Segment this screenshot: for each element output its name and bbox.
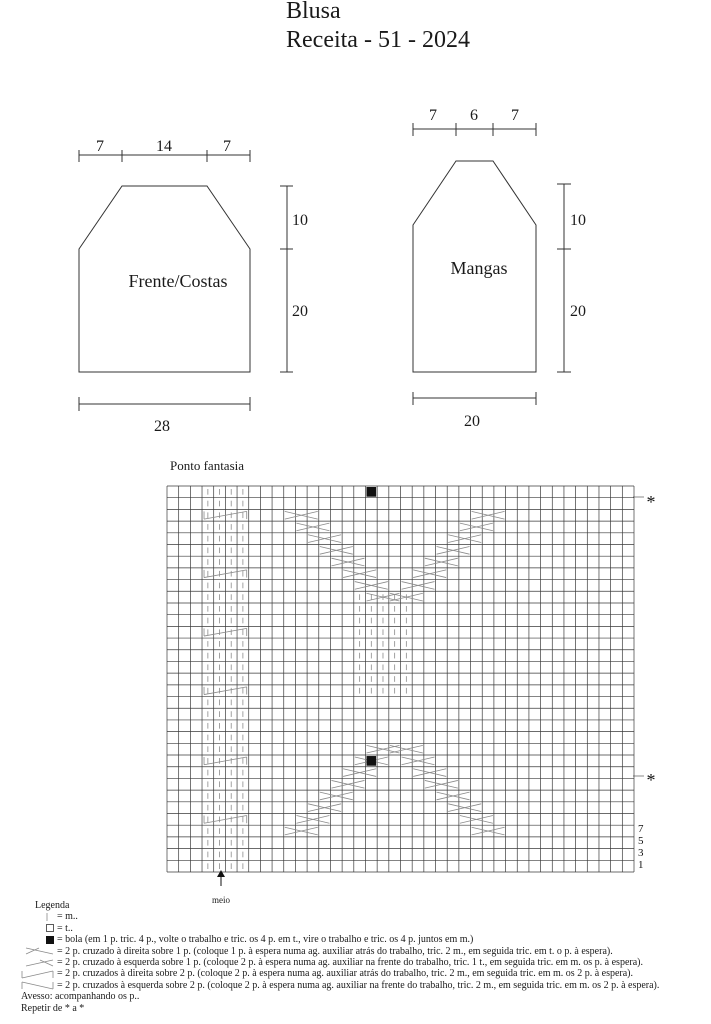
front-bottom-dim: 28	[154, 418, 170, 435]
legend-repeat: Repetir de * a *	[21, 1002, 85, 1014]
pattern-subtitle: Receita - 51 - 2024	[286, 27, 470, 53]
middle-label: meio	[212, 895, 230, 905]
right-cable-4-icon	[21, 969, 57, 979]
chart-grid	[167, 486, 634, 872]
legend-item: = bola (em 1 p. tric. 4 p., volte o trabalho e tric. os 4 p. em t., vire o trabalho e tric. os 4 p. juntos em m.)	[21, 934, 711, 945]
legend-avesso: Avesso: acompanhando os p..	[21, 991, 140, 1003]
legend-item: = m..	[21, 911, 711, 922]
garment-schematic	[0, 0, 711, 450]
purl-stitch-icon	[21, 923, 57, 933]
repeat-marker-bottom: *	[646, 770, 656, 790]
legend-item: = 2 p. cruzados à esquerda sobre 2 p. (coloque 2 p. à espera numa ag. auxiliar na frente do trabalho, tric. 2 m., em seguida tric. em m. os 2 p. à espera).	[21, 980, 711, 991]
row-number-5: 5	[638, 835, 644, 847]
sleeve-top-dim-center: 6	[470, 107, 478, 124]
sleeve-bottom-dim: 20	[464, 413, 480, 430]
bobble-stitch	[366, 756, 376, 766]
repeat-marker-top: *	[646, 492, 656, 512]
pattern-title: Blusa	[286, 0, 341, 24]
sleeve-top-dim-right: 7	[511, 107, 519, 124]
front-top-dim-left: 7	[96, 138, 104, 155]
sleeve-label: Mangas	[450, 258, 508, 278]
front-side-dim-lower: 20	[292, 303, 308, 320]
right-cross-2-icon	[21, 946, 57, 956]
left-cross-2-icon	[21, 958, 57, 968]
legend-item: = 2 p. cruzado à esquerda sobre 1 p. (coloque 2 p. à espera numa ag. auxiliar na frente do trabalho, tric. 1 t., em seguida tric. em m. os p. à espera).	[21, 957, 711, 968]
legend-item: = t..	[21, 923, 711, 934]
row-number-3: 3	[638, 847, 644, 859]
front-top-dim-center: 14	[156, 138, 172, 155]
sleeve-top-dim-left: 7	[429, 107, 437, 124]
middle-arrow-icon	[217, 870, 225, 886]
stitch-chart	[0, 440, 711, 900]
row-number-1: 1	[638, 859, 644, 871]
left-cable-4-icon	[21, 980, 57, 990]
front-side-dim-upper: 10	[292, 212, 308, 229]
bobble-icon	[21, 935, 57, 945]
front-back-label: Frente/Costas	[128, 271, 228, 291]
front-top-dim-right: 7	[223, 138, 231, 155]
legend-item: = 2 p. cruzado à direita sobre 1 p. (coloque 1 p. à espera numa ag. auxiliar atrás do trabalho, tric. 2 m., em seguida tric. em t. o p. à espera).	[21, 946, 711, 957]
bobble-stitch	[366, 487, 376, 497]
knit-stitch-icon	[21, 912, 57, 922]
legend-item: = 2 p. cruzados à direita sobre 2 p. (coloque 2 p. à espera numa ag. auxiliar atrás do trabalho, tric. 2 m., em seguida tric. em m. os 2 p. à espera).	[21, 968, 711, 979]
legend	[21, 900, 711, 1014]
stitch-chart-title: Ponto fantasia	[170, 458, 245, 473]
sleeve-side-dim-upper: 10	[570, 212, 586, 229]
legend-heading: Legenda	[35, 900, 70, 911]
row-number-7: 7	[638, 823, 644, 835]
sleeve-side-dim-lower: 20	[570, 303, 586, 320]
